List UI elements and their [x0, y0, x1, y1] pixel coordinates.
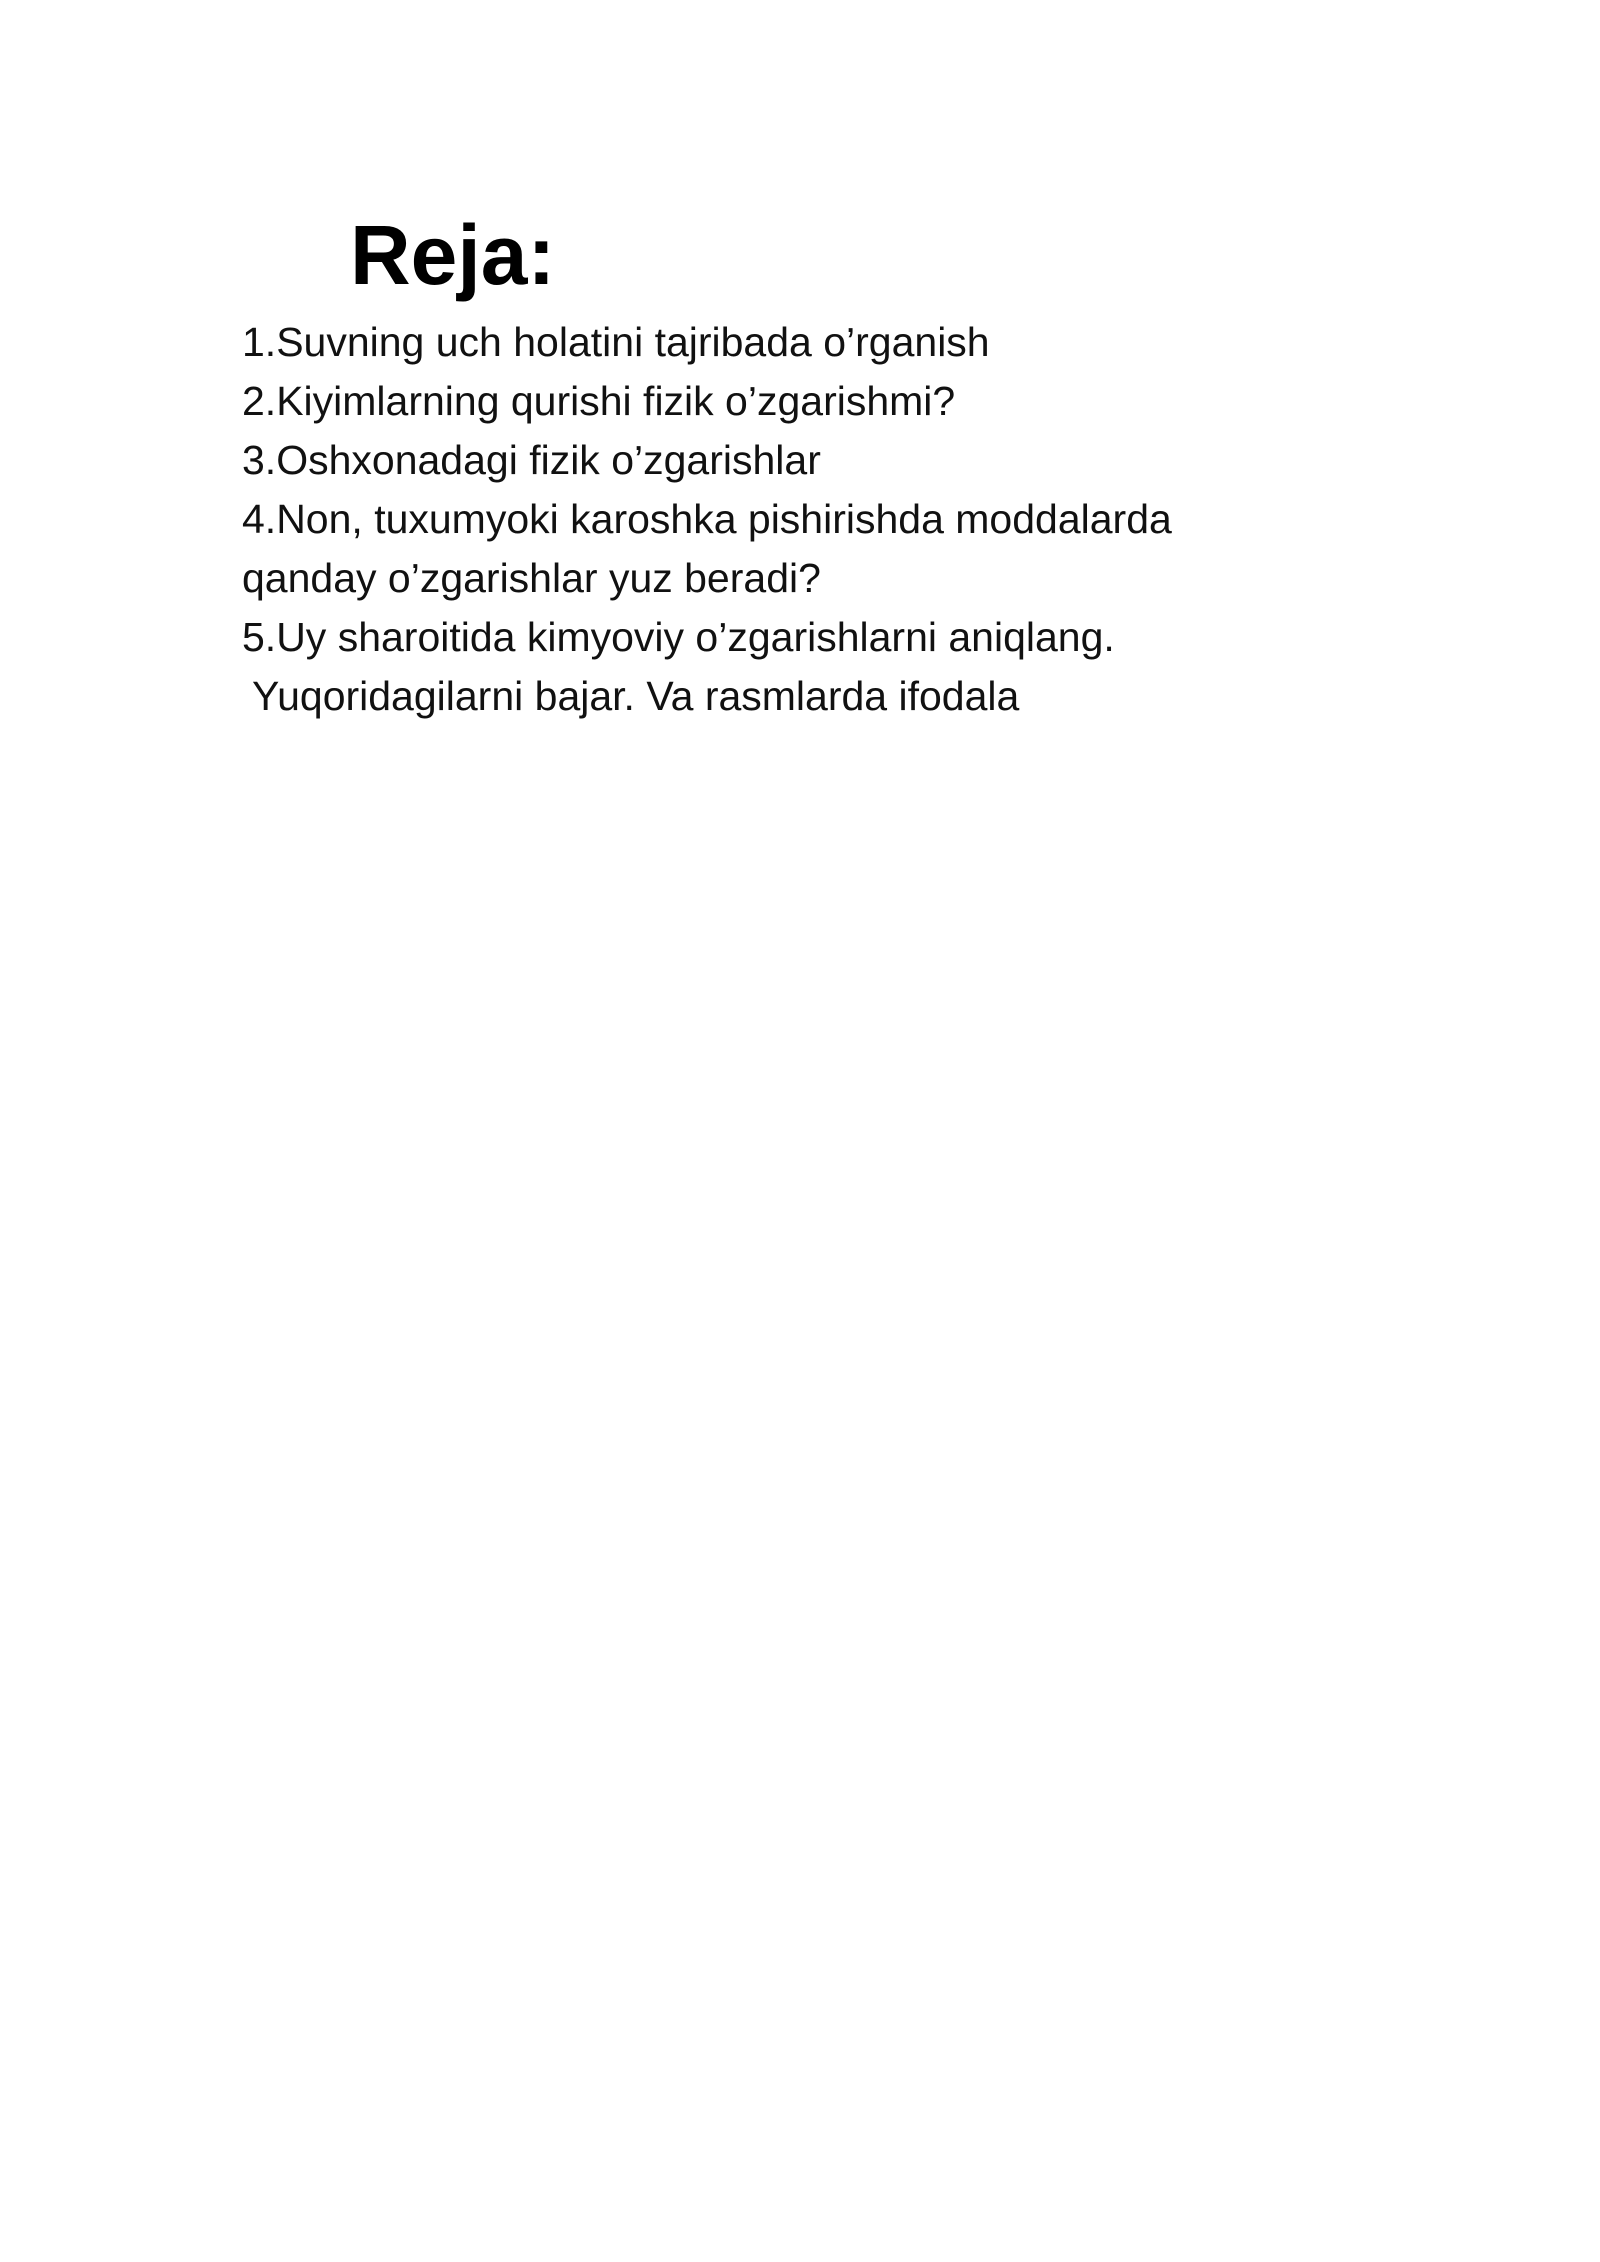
- plan-item-4: 4.Non, tuxumyoki karoshka pishirishda moddalarda: [242, 496, 1172, 542]
- plan-instruction: Yuqoridagilarni bajar. Va rasmlarda ifodala: [252, 673, 1020, 719]
- plan-item-1: 1.Suvning uch holatini tajribada o’rganish: [242, 319, 990, 365]
- plan-item-4-continued: qanday o’zgarishlar yuz beradi?: [242, 555, 821, 601]
- plan-item-2: 2.Kiyimlarning qurishi fizik o’zgarishmi?: [242, 378, 956, 424]
- page-title: Reja:: [350, 208, 556, 302]
- plan-item-3: 3.Oshxonadagi fizik o’zgarishlar: [242, 437, 821, 483]
- plan-item-5: 5.Uy sharoitida kimyoviy o’zgarishlarni aniqlang.: [242, 614, 1115, 660]
- plan-list: [242, 313, 1362, 726]
